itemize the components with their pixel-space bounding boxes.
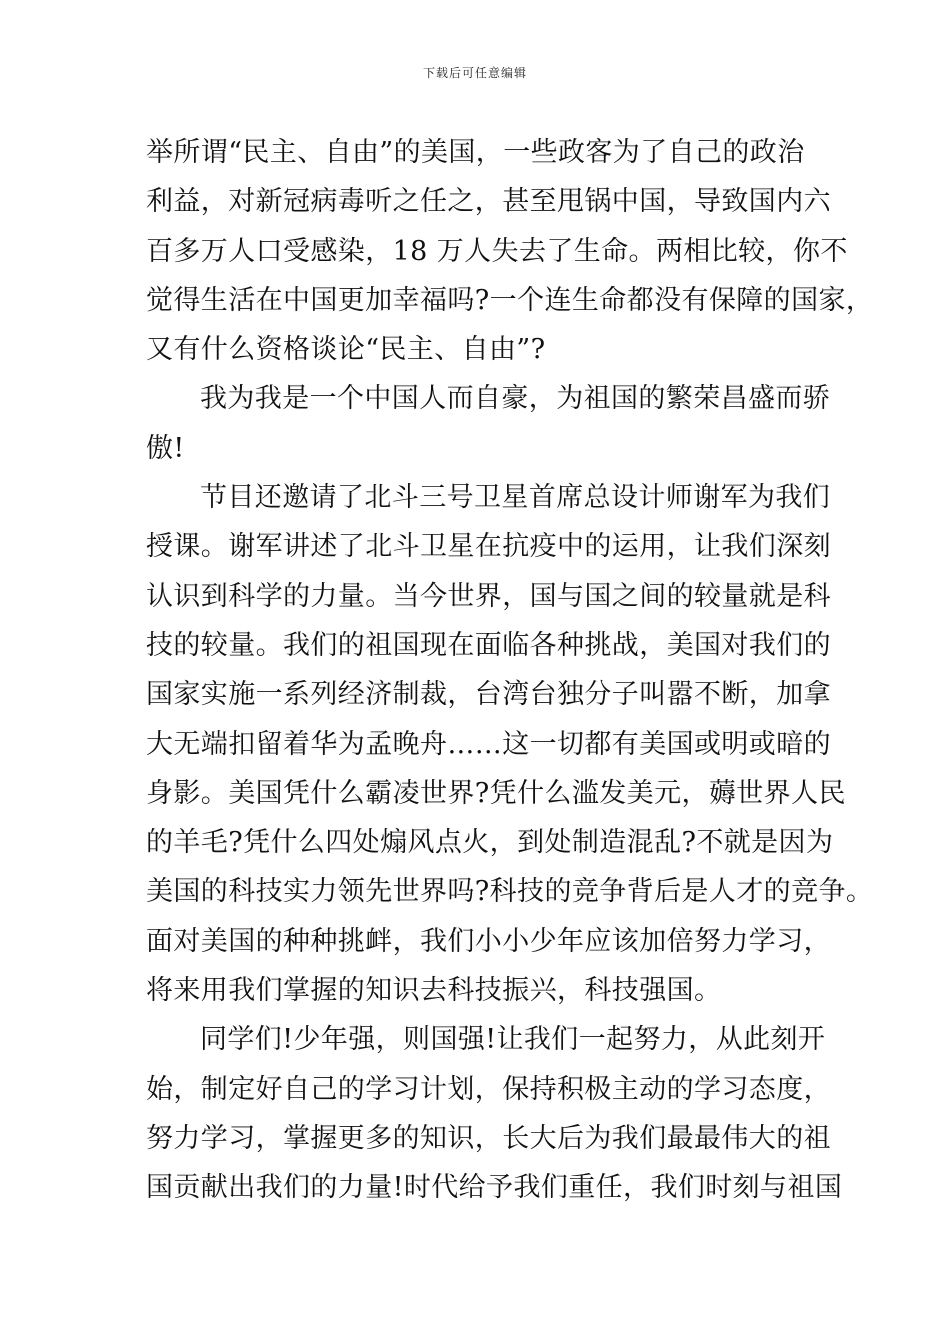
text-line: 利益，对新冠病毒听之任之，甚至甩锅中国，导致国内六 <box>146 186 831 218</box>
text-line: 的羊毛?凭什么四处煽风点火，到处制造混乱?不就是因为 <box>146 827 834 859</box>
text-line: 面对美国的种种挑衅，我们小小少年应该加倍努力学习， <box>146 925 831 957</box>
paragraph-first-line: 同学们!少年强，则国强!让我们一起努力，从此刻开 <box>200 1024 826 1056</box>
text-line: 身影。美国凭什么霸凌世界?凭什么滥发美元，薅世界人民 <box>146 777 846 809</box>
text-line: 认识到科学的力量。当今世界，国与国之间的较量就是科 <box>146 580 831 612</box>
text-line: 百多万人口受感染，18 万人失去了生命。两相比较，你不 <box>146 235 848 267</box>
text-line: 将来用我们掌握的知识去科技振兴，科技强国。 <box>146 975 722 1007</box>
text-line: 又有什么资格谈论“民主、自由”? <box>146 334 546 366</box>
paragraph-first-line: 我为我是一个中国人而自豪，为祖国的繁荣昌盛而骄 <box>200 383 831 415</box>
text-line: 努力学习，掌握更多的知识，长大后为我们最最伟大的祖 <box>146 1122 831 1154</box>
page-header: 下载后可任意编辑 <box>422 66 527 80</box>
text-line: 技的较量。我们的祖国现在面临各种挑战，美国对我们的 <box>146 629 831 661</box>
document-body <box>146 128 874 1213</box>
text-line: 傲! <box>146 432 185 464</box>
text-line: 国贡献出我们的力量!时代给予我们重任，我们时刻与祖国 <box>146 1172 843 1204</box>
text-line: 举所谓“民主、自由”的美国，一些政客为了自己的政治 <box>146 137 805 168</box>
text-line: 觉得生活在中国更加幸福吗?一个连生命都没有保障的国家， <box>146 284 874 316</box>
text-line: 始，制定好自己的学习计划，保持积极主动的学习态度， <box>146 1073 831 1105</box>
text-line: 授课。谢军讲述了北斗卫星在抗疫中的运用，让我们深刻 <box>146 531 831 563</box>
text-line: 美国的科技实力领先世界吗?科技的竞争背后是人才的竞争。 <box>146 876 874 908</box>
paragraph-first-line: 节目还邀请了北斗三号卫星首席总设计师谢军为我们 <box>200 482 831 514</box>
text-line: 大无端扣留着华为孟晚舟……这一切都有美国或明或暗的 <box>146 728 831 760</box>
text-line: 国家实施一系列经济制裁，台湾台独分子叫嚣不断，加拿 <box>146 679 831 711</box>
